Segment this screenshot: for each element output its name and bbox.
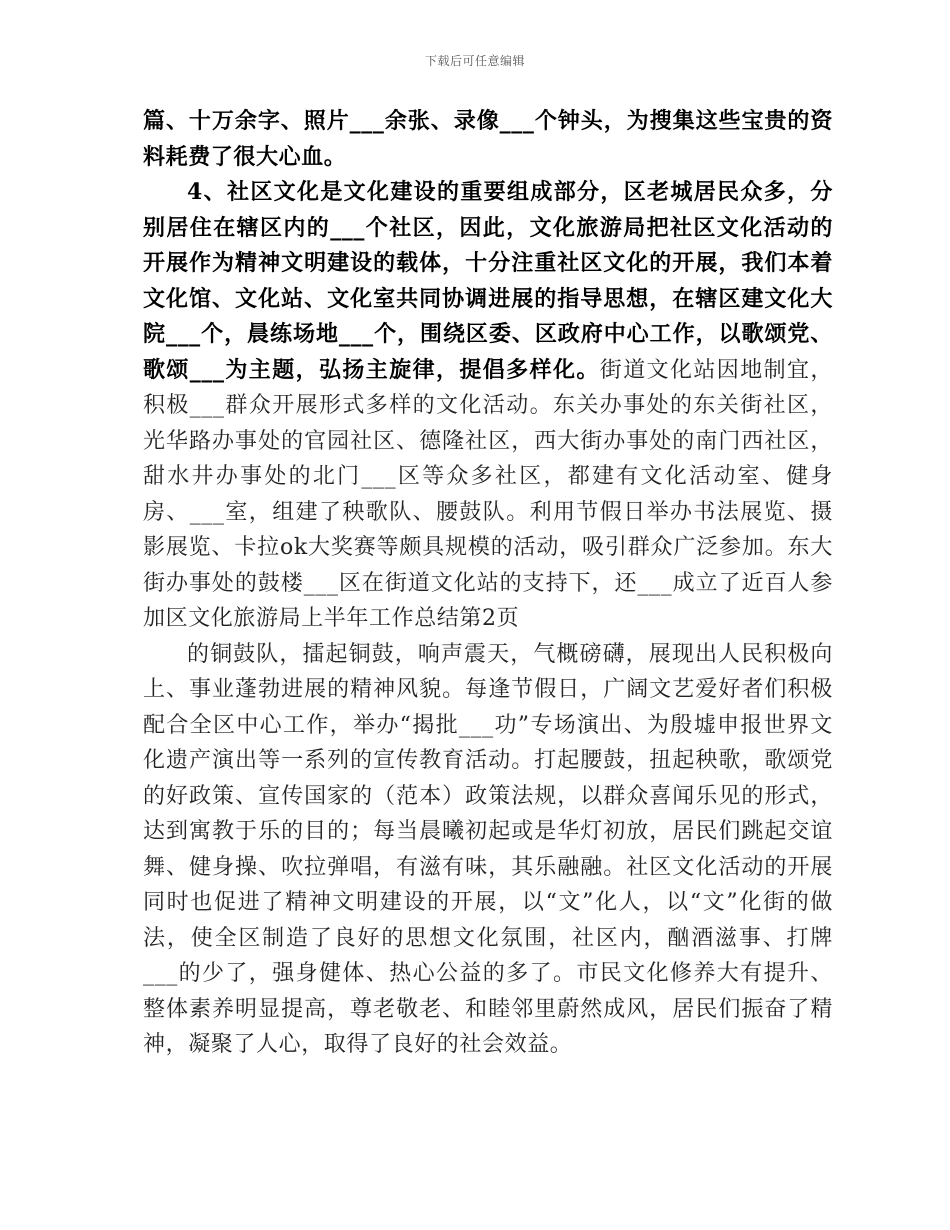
paragraph-community-culture [143, 175, 833, 637]
page-header: 下载后可任意编辑 [424, 54, 525, 68]
document-body [143, 104, 833, 1063]
paragraph-bold-lead: 4、社区文化是文化建设的重要组成部分，区老城居民众多，分别居住在辖区内的___个社区，因此，文化旅游局把社区文化活动的开展作为精神文明建设的载体，十分注重社区文化的开展，我们本着文化馆、文化站、文化室共同协调进展的指导思想，在辖区建文化大院___个，晨练场地___个，围绕区委、区政府中心工作，以歌颂党、歌颂___为主题，弘扬主旋律，提倡多样化。 [143, 179, 833, 383]
paragraph-drum-team: 的铜鼓队，擂起铜鼓，响声震天，气概磅礴，展现出人民积极向上、事业蓬勃进展的精神风貌。每逢节假日，广阔文艺爱好者们积极配合全区中心工作，举办“揭批___功”专场演出、为殷墟申报世界文化遗产演出等一系列的宣传教育活动。打起腰鼓，扭起秧歌，歌颂党的好政策、宣传国家的（范本）政策法规，以群众喜闻乐见的形式，达到寓教于乐的目的；每当晨曦初起或是华灯初放，居民们跳起交谊舞、健身操、吹拉弹唱，有滋有味，其乐融融。社区文化活动的开展同时也促进了精神文明建设的开展，以“文”化人，以“文”化街的做法，使全区制造了良好的思想文化氛围，社区内，酗酒滋事、打牌___的少了，强身健体、热心公益的多了。市民文化修养大有提升、整体素养明显提高，尊老敬老、和睦邻里蔚然成风，居民们振奋了精神，凝聚了人心，取得了良好的社会效益。 [143, 641, 833, 1057]
paragraph-continuation: 篇、十万余字、照片___余张、录像___个钟头，为搜集这些宝贵的资料耗费了很大心血。 [143, 108, 833, 170]
paragraph-body-text: 街道文化站因地制宜，积极___群众开展形式多样的文化活动。东关办事处的东关街社区，光华路办事处的官园社区、德隆社区，西大街办事处的南门西社区，甜水井办事处的北门___区等众多社区，都建有文化活动室、健身房、___室，组建了秧歌队、腰鼓队。利用节假日举办书法展览、摄影展览、卡拉ok大奖赛等颇具规模的活动，吸引群众广泛参加。东大街办事处的鼓楼___区在街道文化站的支持下，还___成立了近百人参加区文化旅游局上半年工作总结第2页 [143, 357, 833, 631]
